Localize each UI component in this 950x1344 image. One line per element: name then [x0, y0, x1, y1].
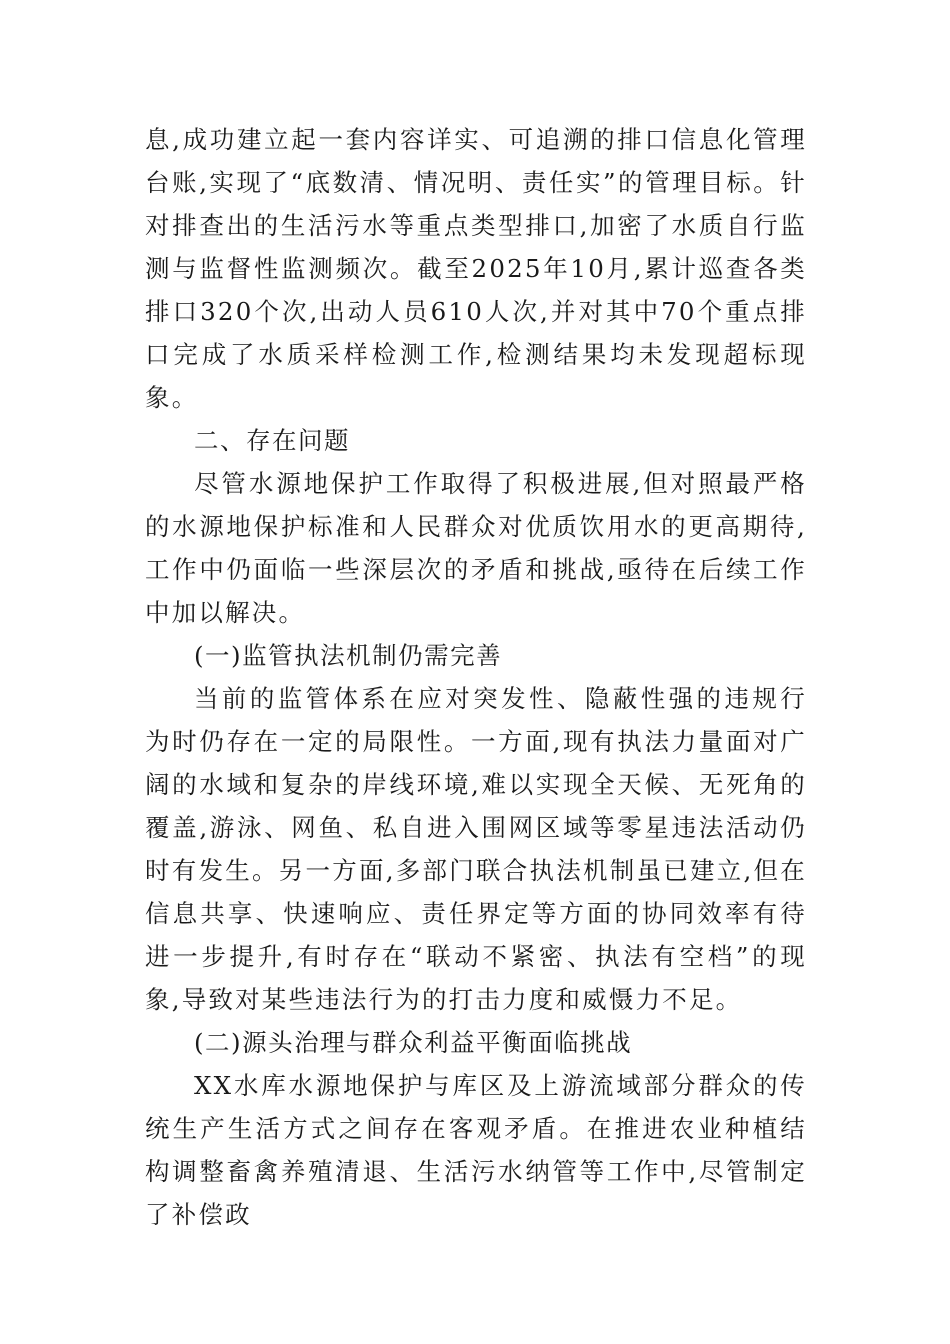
document-body: [145, 118, 807, 1236]
subheading-enforcement: (一)监管执法机制仍需完善: [194, 641, 503, 670]
paragraph-problems-intro: 尽管水源地保护工作取得了积极进展,但对照最严格的水源地保护标准和人民群众对优质饮用水的更高期待,工作中仍面临一些深层次的矛盾和挑战,亟待在后续工作中加以解决。: [145, 469, 807, 627]
paragraph-enforcement: 当前的监管体系在应对突发性、隐蔽性强的违规行为时仍存在一定的局限性。一方面,现有执法力量面对广阔的水域和复杂的岸线环境,难以实现全天候、无死角的覆盖,游泳、网鱼、私自进入围网区域等零星违法活动仍时有发生。另一方面,多部门联合执法机制虽已建立,但在信息共享、快速响应、责任界定等方面的协同效率有待进一步提升,有时存在“联动不紧密、执法有空档”的现象,导致对某些违法行为的打击力度和威慑力不足。: [145, 684, 807, 1014]
paragraph-continuation: 息,成功建立起一套内容详实、可追溯的排口信息化管理台账,实现了“底数清、情况明、责任实”的管理目标。针对排查出的生活污水等重点类型排口,加密了水质自行监测与监督性监测频次。截至2025年10月,累计巡查各类排口320个次,出动人员610人次,并对其中70个重点排口完成了水质采样检测工作,检测结果均未发现超标现象。: [145, 125, 807, 412]
paragraph-source-governance: XX水库水源地保护与库区及上游流域部分群众的传统生产生活方式之间存在客观矛盾。在推进农业种植结构调整畜禽养殖清退、生活污水纳管等工作中,尽管制定了补偿政: [145, 1071, 807, 1229]
subheading-source-governance: (二)源头治理与群众利益平衡面临挑战: [194, 1028, 633, 1057]
section-heading-problems: 二、存在问题: [194, 426, 350, 455]
